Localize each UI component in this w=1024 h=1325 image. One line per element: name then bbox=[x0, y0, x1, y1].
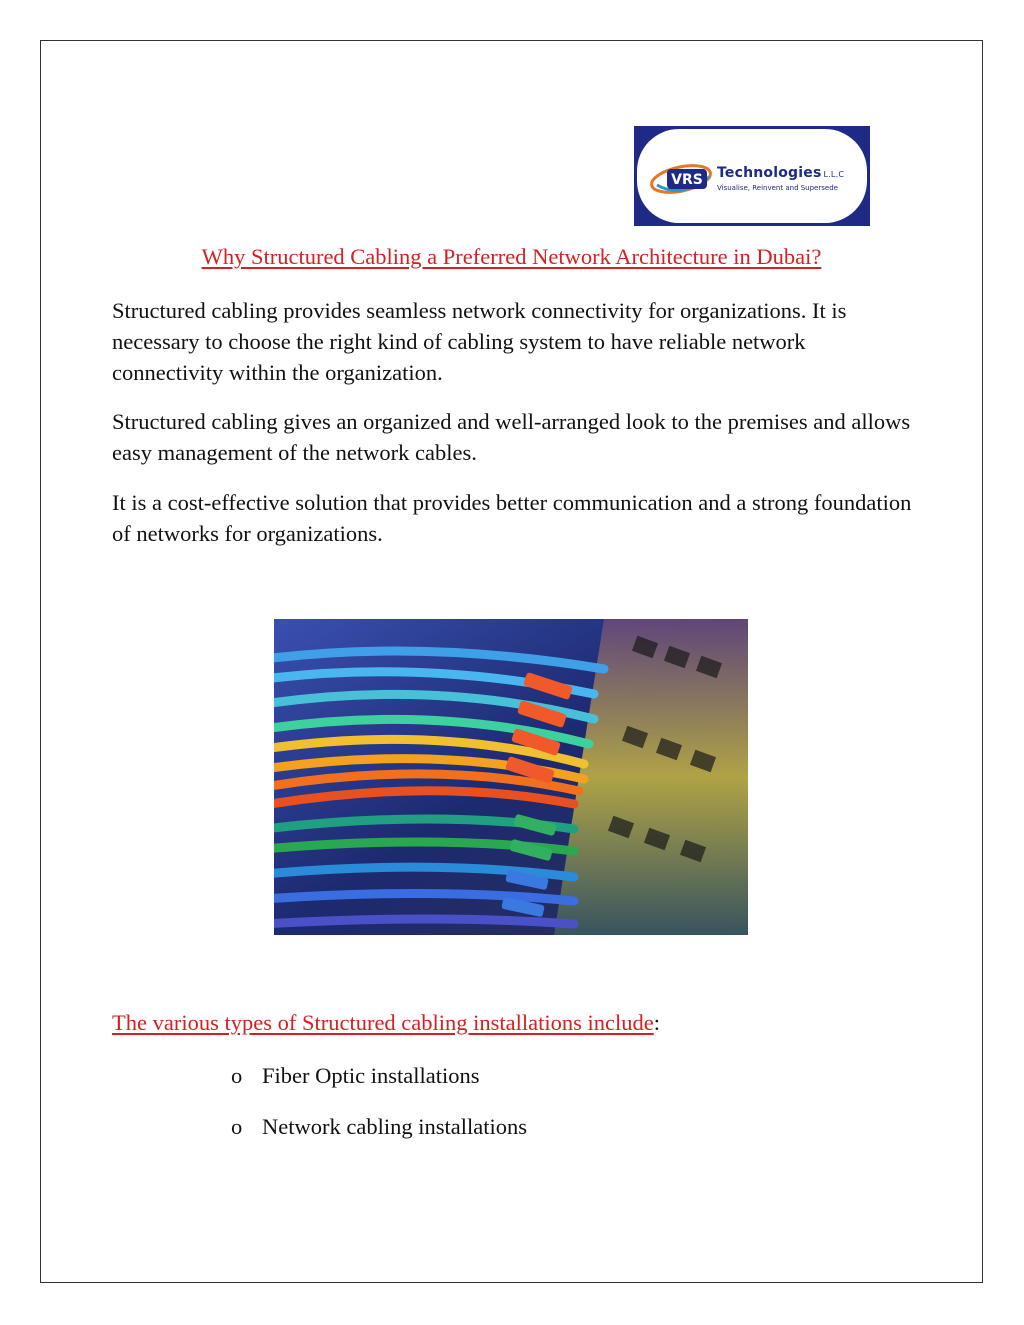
list-item-text: Network cabling installations bbox=[262, 1114, 527, 1139]
network-cables-illustration bbox=[274, 619, 748, 935]
logo-letters: VRS bbox=[671, 172, 703, 188]
list-item bbox=[231, 1111, 527, 1162]
logo-brand-name: Technologies bbox=[717, 165, 822, 181]
list-item-text: Fiber Optic installations bbox=[262, 1063, 480, 1088]
types-heading-colon: : bbox=[653, 1010, 661, 1035]
logo-suffix: L.L.C bbox=[823, 170, 845, 179]
logo-brand bbox=[717, 165, 844, 181]
installation-types-list bbox=[231, 1060, 527, 1162]
network-cables-photo bbox=[274, 619, 748, 935]
types-heading-text: The various types of Structured cabling installations include bbox=[112, 1010, 654, 1035]
paragraph-1: Structured cabling provides seamless network connectivity for organizations. It is necessary to choose the right kind of cabling system to have reliable network connectivity within the organization. bbox=[112, 298, 847, 385]
paragraph-3: It is a cost-effective solution that provides better communication and a strong foundation of networks for organizations. bbox=[112, 490, 912, 546]
page-title: Why Structured Cabling a Preferred Network Architecture in Dubai? bbox=[201, 244, 822, 269]
bullet-marker: o bbox=[231, 1063, 243, 1088]
company-logo bbox=[634, 126, 870, 226]
vrs-logo-mark bbox=[649, 155, 719, 201]
logo-badge bbox=[637, 129, 867, 223]
paragraph-2: Structured cabling gives an organized and well-arranged look to the premises and allows easy management of the network cables. bbox=[112, 409, 911, 465]
bullet-marker: o bbox=[231, 1114, 243, 1139]
types-heading bbox=[112, 1010, 660, 1036]
logo-tagline: Visualise, Reinvent and Supersede bbox=[717, 184, 838, 192]
list-item bbox=[231, 1060, 527, 1111]
